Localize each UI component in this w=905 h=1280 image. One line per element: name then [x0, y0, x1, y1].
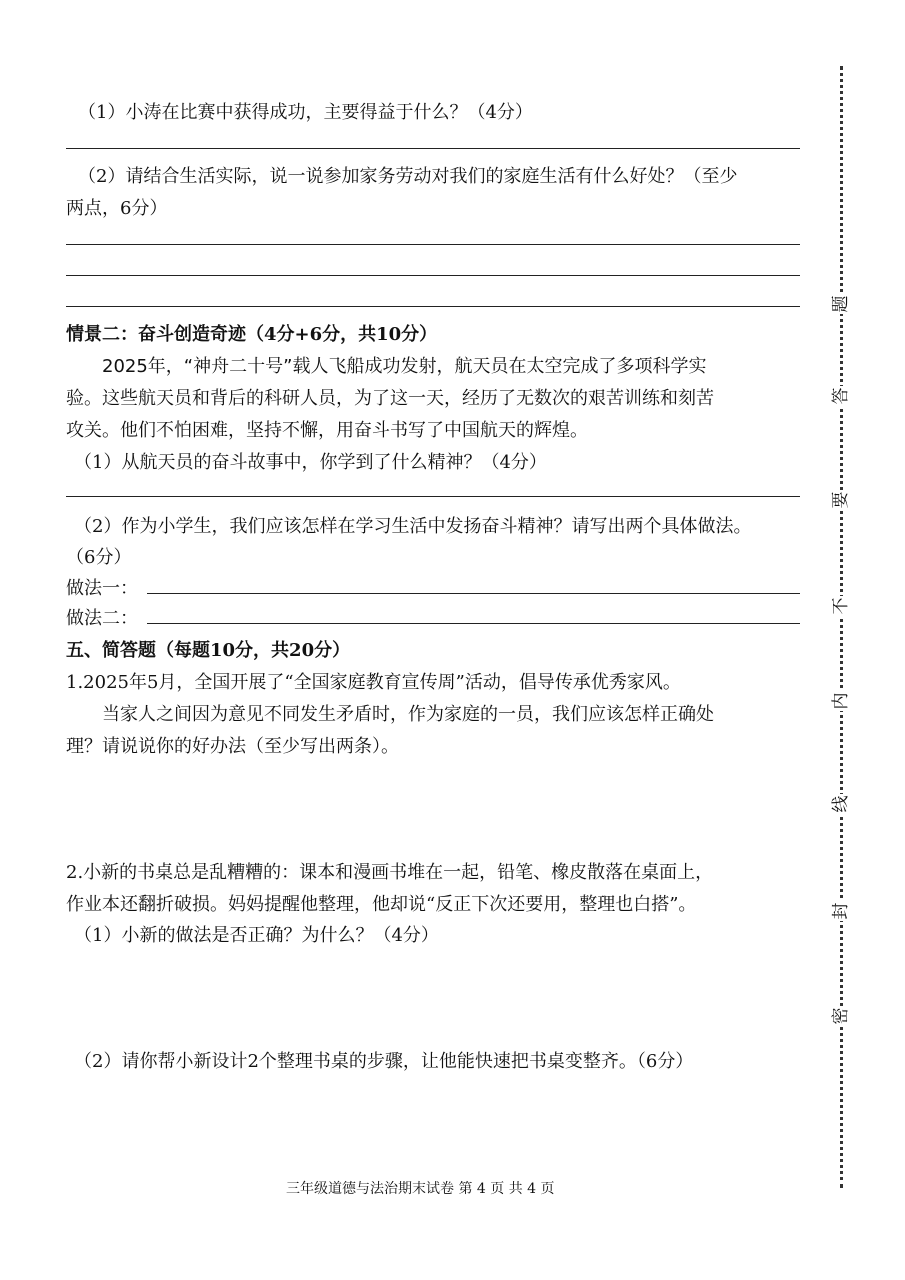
binding-char: 内 — [831, 692, 851, 710]
scenario2-passage-line2: 验。这些航天员和背后的科研人员，为了这一天，经历了无数次的艰苦训练和刻苦 — [66, 388, 714, 409]
scenario2-passage-line1: 2025年，“神舟二十号”载人飞船成功发射，航天员在太空完成了多项科学实 — [102, 356, 707, 377]
answer-line — [66, 275, 800, 276]
answer-line — [66, 244, 800, 245]
binding-char: 不 — [831, 597, 851, 615]
answer-line — [66, 496, 800, 497]
binding-char: 线 — [831, 795, 851, 813]
scenario1-question-2-line2: 两点，6分） — [66, 198, 168, 219]
binding-char: 答 — [831, 387, 851, 405]
scenario2-question-2-line2: （6分） — [66, 547, 132, 568]
binding-char: 密 — [831, 1007, 851, 1025]
method-2-answer-line — [147, 623, 800, 624]
page-footer: 三年级道德与法治期末试卷 第 4 页 共 4 页 — [286, 1181, 555, 1197]
scenario1-question-1: （1）小涛在比赛中获得成功，主要得益于什么？（4分） — [78, 102, 533, 123]
method-2-label: 做法二： — [66, 608, 138, 629]
section5-q1-line3: 理？请说说你的好办法（至少写出两条）。 — [66, 736, 399, 757]
scenario1-question-2-line1: （2）请结合生活实际，说一说参加家务劳动对我们的家庭生活有什么好处？（至少 — [78, 166, 738, 187]
method-1-label: 做法一： — [66, 578, 138, 599]
section5-q2-sub2: （2）请你帮小新设计2个整理书桌的步骤，让他能快速把书桌变整齐。（6分） — [74, 1051, 694, 1072]
scenario2-question-1: （1）从航天员的奋斗故事中，你学到了什么精神？（4分） — [74, 452, 547, 473]
section5-q1-line1: 1.2025年5月，全国开展了“全国家庭教育宣传周”活动，倡导传承优秀家风。 — [66, 672, 681, 693]
section5-q2-line2: 作业本还翻折破损。妈妈提醒他整理，他却说“反正下次还要用，整理也白搭”。 — [66, 894, 697, 915]
scenario2-passage-line3: 攻关。他们不怕困难，坚持不懈，用奋斗书写了中国航天的辉煌。 — [66, 420, 588, 441]
section5-q2-line1: 2.小新的书桌总是乱糟糟的：课本和漫画书堆在一起，铅笔、橡皮散落在桌面上， — [66, 862, 714, 883]
answer-line — [66, 306, 800, 307]
method-1-answer-line — [147, 593, 800, 594]
scenario2-heading: 情景二：奋斗创造奇迹（4分+6分，共10分） — [66, 324, 438, 345]
binding-char: 封 — [831, 902, 851, 920]
binding-char: 要 — [831, 491, 851, 509]
section5-q1-line2: 当家人之间因为意见不同发生矛盾时，作为家庭的一员，我们应该怎样正确处 — [102, 704, 714, 725]
section5-q2-sub1: （1）小新的做法是否正确？为什么？（4分） — [74, 925, 439, 946]
scenario2-question-2-line1: （2）作为小学生，我们应该怎样在学习生活中发扬奋斗精神？请写出两个具体做法。 — [74, 516, 752, 537]
answer-line — [66, 148, 800, 149]
section5-heading: 五、简答题（每题10分，共20分） — [66, 640, 351, 661]
binding-char: 题 — [831, 295, 851, 313]
